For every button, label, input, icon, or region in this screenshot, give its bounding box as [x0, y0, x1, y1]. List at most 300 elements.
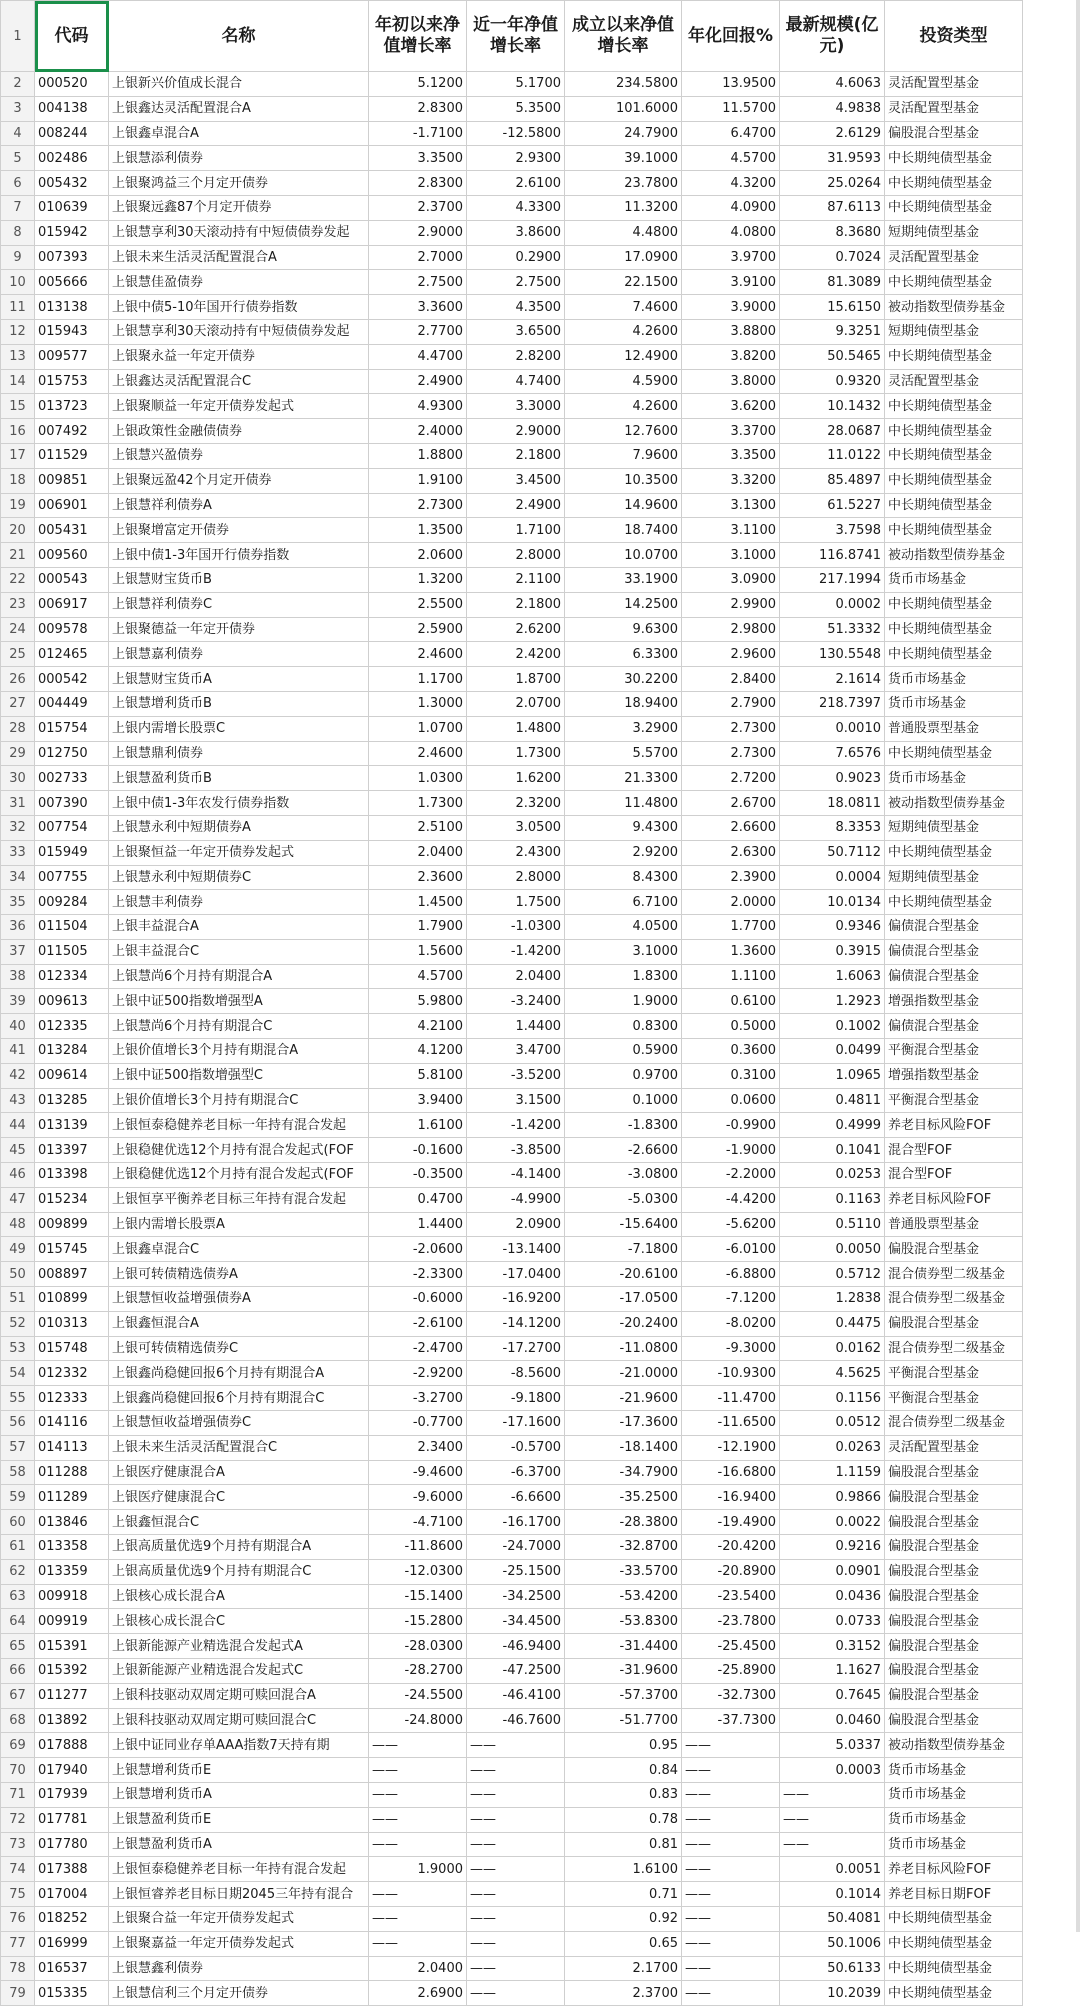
- one-year-growth-cell[interactable]: 3.6500: [467, 319, 565, 344]
- since-inception-growth-cell[interactable]: -15.6400: [565, 1212, 682, 1237]
- investment-type-cell[interactable]: 中长期纯债型基金: [885, 1906, 1023, 1931]
- since-inception-growth-cell[interactable]: 14.2500: [565, 592, 682, 617]
- one-year-growth-cell[interactable]: ——: [467, 1882, 565, 1907]
- ytd-growth-cell[interactable]: ——: [369, 1733, 467, 1758]
- fund-code-cell[interactable]: 007393: [35, 245, 109, 270]
- one-year-growth-cell[interactable]: 2.7500: [467, 270, 565, 295]
- one-year-growth-cell[interactable]: -13.1400: [467, 1237, 565, 1262]
- latest-size-cell[interactable]: 116.8741: [780, 543, 885, 568]
- fund-name-cell[interactable]: 上银慧祥利债券A: [109, 493, 369, 518]
- annualized-return-cell[interactable]: 2.7200: [682, 766, 780, 791]
- fund-code-cell[interactable]: 013359: [35, 1559, 109, 1584]
- row-number-cell[interactable]: 79: [1, 1981, 35, 2006]
- ytd-growth-cell[interactable]: 2.0400: [369, 1956, 467, 1981]
- fund-name-cell[interactable]: 上银慧恒收益增强债券C: [109, 1411, 369, 1436]
- fund-name-cell[interactable]: 上银慧盈利货币B: [109, 766, 369, 791]
- latest-size-cell[interactable]: 18.0811: [780, 791, 885, 816]
- since-inception-growth-cell[interactable]: -32.8700: [565, 1535, 682, 1560]
- fund-name-cell[interactable]: 上银鑫达灵活配置混合A: [109, 96, 369, 121]
- annualized-return-cell[interactable]: 3.1300: [682, 493, 780, 518]
- annualized-return-cell[interactable]: 1.1100: [682, 964, 780, 989]
- fund-name-cell[interactable]: 上银高质量优选9个月持有期混合C: [109, 1559, 369, 1584]
- fund-code-cell[interactable]: 013138: [35, 295, 109, 320]
- investment-type-cell[interactable]: 货币市场基金: [885, 1832, 1023, 1857]
- ytd-growth-cell[interactable]: 1.0300: [369, 766, 467, 791]
- one-year-growth-cell[interactable]: 2.1800: [467, 443, 565, 468]
- row-number-cell[interactable]: 3: [1, 96, 35, 121]
- ytd-growth-cell[interactable]: 2.5500: [369, 592, 467, 617]
- fund-name-cell[interactable]: 上银慧永利中短期债券C: [109, 865, 369, 890]
- ytd-growth-cell[interactable]: -1.7100: [369, 121, 467, 146]
- ytd-growth-cell[interactable]: 5.1200: [369, 72, 467, 97]
- fund-code-cell[interactable]: 005432: [35, 171, 109, 196]
- ytd-growth-cell[interactable]: 1.9000: [369, 1857, 467, 1882]
- row-number-cell[interactable]: 25: [1, 642, 35, 667]
- row-number-cell[interactable]: 15: [1, 394, 35, 419]
- one-year-growth-cell[interactable]: 1.4400: [467, 1014, 565, 1039]
- latest-size-cell[interactable]: 0.9023: [780, 766, 885, 791]
- since-inception-growth-cell[interactable]: 10.3500: [565, 468, 682, 493]
- ytd-growth-cell[interactable]: -0.1600: [369, 1138, 467, 1163]
- annualized-return-cell[interactable]: 6.4700: [682, 121, 780, 146]
- latest-size-cell[interactable]: 0.1014: [780, 1882, 885, 1907]
- fund-code-cell[interactable]: 006901: [35, 493, 109, 518]
- fund-name-cell[interactable]: 上银新能源产业精选混合发起式C: [109, 1659, 369, 1684]
- fund-name-cell[interactable]: 上银新能源产业精选混合发起式A: [109, 1634, 369, 1659]
- one-year-growth-cell[interactable]: -25.1500: [467, 1559, 565, 1584]
- latest-size-cell[interactable]: 0.1002: [780, 1014, 885, 1039]
- fund-name-cell[interactable]: 上银价值增长3个月持有期混合A: [109, 1039, 369, 1064]
- row-number-cell[interactable]: 77: [1, 1931, 35, 1956]
- since-inception-growth-cell[interactable]: -21.0000: [565, 1361, 682, 1386]
- one-year-growth-cell[interactable]: 2.1800: [467, 592, 565, 617]
- row-number-cell[interactable]: 16: [1, 419, 35, 444]
- one-year-growth-cell[interactable]: 1.7300: [467, 741, 565, 766]
- fund-code-cell[interactable]: 009851: [35, 468, 109, 493]
- since-inception-growth-cell[interactable]: -35.2500: [565, 1485, 682, 1510]
- since-inception-growth-cell[interactable]: 3.2900: [565, 716, 682, 741]
- one-year-growth-cell[interactable]: -6.3700: [467, 1460, 565, 1485]
- investment-type-cell[interactable]: 偏股混合型基金: [885, 1584, 1023, 1609]
- one-year-growth-cell[interactable]: -1.4200: [467, 939, 565, 964]
- latest-size-cell[interactable]: 0.0253: [780, 1163, 885, 1188]
- fund-name-cell[interactable]: 上银未来生活灵活配置混合A: [109, 245, 369, 270]
- one-year-growth-cell[interactable]: ——: [467, 1807, 565, 1832]
- latest-size-cell[interactable]: 0.0499: [780, 1039, 885, 1064]
- one-year-growth-cell[interactable]: -4.9900: [467, 1187, 565, 1212]
- row-number-cell[interactable]: 44: [1, 1113, 35, 1138]
- since-inception-growth-cell[interactable]: 0.92: [565, 1906, 682, 1931]
- ytd-growth-cell[interactable]: 1.7300: [369, 791, 467, 816]
- fund-code-cell[interactable]: 011529: [35, 443, 109, 468]
- investment-type-cell[interactable]: 短期纯债型基金: [885, 220, 1023, 245]
- fund-name-cell[interactable]: 上银聚嘉益一年定开债券发起式: [109, 1931, 369, 1956]
- latest-size-cell[interactable]: 3.7598: [780, 518, 885, 543]
- one-year-growth-cell[interactable]: 3.4500: [467, 468, 565, 493]
- ytd-growth-cell[interactable]: 2.9000: [369, 220, 467, 245]
- fund-name-cell[interactable]: 上银慧丰利债券: [109, 890, 369, 915]
- investment-type-cell[interactable]: 偏股混合型基金: [885, 1510, 1023, 1535]
- fund-name-cell[interactable]: 上银稳健优选12个月持有混合发起式(FOF: [109, 1138, 369, 1163]
- header-annualized-return[interactable]: 年化回报%: [682, 1, 780, 72]
- ytd-growth-cell[interactable]: 1.4500: [369, 890, 467, 915]
- fund-code-cell[interactable]: 015391: [35, 1634, 109, 1659]
- fund-name-cell[interactable]: 上银医疗健康混合A: [109, 1460, 369, 1485]
- investment-type-cell[interactable]: 偏股混合型基金: [885, 121, 1023, 146]
- fund-code-cell[interactable]: 012334: [35, 964, 109, 989]
- annualized-return-cell[interactable]: 3.8200: [682, 344, 780, 369]
- ytd-growth-cell[interactable]: 4.5700: [369, 964, 467, 989]
- investment-type-cell[interactable]: 短期纯债型基金: [885, 319, 1023, 344]
- fund-code-cell[interactable]: 006917: [35, 592, 109, 617]
- one-year-growth-cell[interactable]: ——: [467, 1782, 565, 1807]
- ytd-growth-cell[interactable]: -28.0300: [369, 1634, 467, 1659]
- annualized-return-cell[interactable]: ——: [682, 1931, 780, 1956]
- latest-size-cell[interactable]: 10.0134: [780, 890, 885, 915]
- row-number-cell[interactable]: 11: [1, 295, 35, 320]
- since-inception-growth-cell[interactable]: 101.6000: [565, 96, 682, 121]
- fund-name-cell[interactable]: 上银科技驱动双周定期可赎回混合A: [109, 1683, 369, 1708]
- row-number-cell[interactable]: 34: [1, 865, 35, 890]
- fund-name-cell[interactable]: 上银鑫达灵活配置混合C: [109, 369, 369, 394]
- header-code[interactable]: 代码: [35, 1, 109, 72]
- one-year-growth-cell[interactable]: 2.4300: [467, 840, 565, 865]
- fund-name-cell[interactable]: 上银聚远鑫87个月定开债券: [109, 195, 369, 220]
- latest-size-cell[interactable]: 0.7024: [780, 245, 885, 270]
- fund-name-cell[interactable]: 上银恒泰稳健养老目标一年持有混合发起: [109, 1857, 369, 1882]
- investment-type-cell[interactable]: 货币市场基金: [885, 1758, 1023, 1783]
- one-year-growth-cell[interactable]: ——: [467, 1758, 565, 1783]
- fund-name-cell[interactable]: 上银慧财宝货币A: [109, 667, 369, 692]
- latest-size-cell[interactable]: 0.1156: [780, 1386, 885, 1411]
- investment-type-cell[interactable]: 偏股混合型基金: [885, 1237, 1023, 1262]
- fund-name-cell[interactable]: 上银聚合益一年定开债券发起式: [109, 1906, 369, 1931]
- ytd-growth-cell[interactable]: 5.8100: [369, 1063, 467, 1088]
- annualized-return-cell[interactable]: ——: [682, 1782, 780, 1807]
- ytd-growth-cell[interactable]: -24.5500: [369, 1683, 467, 1708]
- fund-name-cell[interactable]: 上银未来生活灵活配置混合C: [109, 1435, 369, 1460]
- ytd-growth-cell[interactable]: -15.2800: [369, 1609, 467, 1634]
- since-inception-growth-cell[interactable]: 22.1500: [565, 270, 682, 295]
- investment-type-cell[interactable]: 增强指数型基金: [885, 989, 1023, 1014]
- investment-type-cell[interactable]: 货币市场基金: [885, 567, 1023, 592]
- row-number-cell[interactable]: 75: [1, 1882, 35, 1907]
- annualized-return-cell[interactable]: ——: [682, 1906, 780, 1931]
- annualized-return-cell[interactable]: -37.7300: [682, 1708, 780, 1733]
- fund-name-cell[interactable]: 上银丰益混合A: [109, 915, 369, 940]
- annualized-return-cell[interactable]: 4.0800: [682, 220, 780, 245]
- investment-type-cell[interactable]: 中长期纯债型基金: [885, 741, 1023, 766]
- since-inception-growth-cell[interactable]: 0.71: [565, 1882, 682, 1907]
- fund-code-cell[interactable]: 009899: [35, 1212, 109, 1237]
- row-number-cell[interactable]: 39: [1, 989, 35, 1014]
- one-year-growth-cell[interactable]: -6.6600: [467, 1485, 565, 1510]
- row-number-cell[interactable]: 63: [1, 1584, 35, 1609]
- investment-type-cell[interactable]: 灵活配置型基金: [885, 245, 1023, 270]
- row-number-cell[interactable]: 31: [1, 791, 35, 816]
- annualized-return-cell[interactable]: -7.1200: [682, 1287, 780, 1312]
- ytd-growth-cell[interactable]: 1.7900: [369, 915, 467, 940]
- investment-type-cell[interactable]: 被动指数型债券基金: [885, 1733, 1023, 1758]
- fund-name-cell[interactable]: 上银聚恒益一年定开债券发起式: [109, 840, 369, 865]
- fund-code-cell[interactable]: 008244: [35, 121, 109, 146]
- latest-size-cell[interactable]: 25.0264: [780, 171, 885, 196]
- fund-name-cell[interactable]: 上银可转债精选债券C: [109, 1336, 369, 1361]
- since-inception-growth-cell[interactable]: 39.1000: [565, 146, 682, 171]
- annualized-return-cell[interactable]: 3.8000: [682, 369, 780, 394]
- since-inception-growth-cell[interactable]: 11.4800: [565, 791, 682, 816]
- annualized-return-cell[interactable]: 0.5000: [682, 1014, 780, 1039]
- fund-name-cell[interactable]: 上银聚永益一年定开债券: [109, 344, 369, 369]
- fund-name-cell[interactable]: 上银鑫尚稳健回报6个月持有期混合A: [109, 1361, 369, 1386]
- annualized-return-cell[interactable]: ——: [682, 1882, 780, 1907]
- one-year-growth-cell[interactable]: ——: [467, 1981, 565, 2006]
- investment-type-cell[interactable]: 灵活配置型基金: [885, 369, 1023, 394]
- one-year-growth-cell[interactable]: 2.4200: [467, 642, 565, 667]
- latest-size-cell[interactable]: 50.4081: [780, 1906, 885, 1931]
- since-inception-growth-cell[interactable]: -53.4200: [565, 1584, 682, 1609]
- since-inception-growth-cell[interactable]: -51.7700: [565, 1708, 682, 1733]
- row-number-cell[interactable]: 29: [1, 741, 35, 766]
- row-number-cell[interactable]: 62: [1, 1559, 35, 1584]
- fund-code-cell[interactable]: 002486: [35, 146, 109, 171]
- ytd-growth-cell[interactable]: 4.9300: [369, 394, 467, 419]
- row-number-cell[interactable]: 30: [1, 766, 35, 791]
- fund-name-cell[interactable]: 上银慧享利30天滚动持有中短债债券发起: [109, 220, 369, 245]
- latest-size-cell[interactable]: 0.0050: [780, 1237, 885, 1262]
- one-year-growth-cell[interactable]: 2.9000: [467, 419, 565, 444]
- latest-size-cell[interactable]: 1.2923: [780, 989, 885, 1014]
- investment-type-cell[interactable]: 养老目标风险FOF: [885, 1113, 1023, 1138]
- fund-code-cell[interactable]: 013139: [35, 1113, 109, 1138]
- fund-code-cell[interactable]: 015745: [35, 1237, 109, 1262]
- row-number-cell[interactable]: 64: [1, 1609, 35, 1634]
- since-inception-growth-cell[interactable]: -3.0800: [565, 1163, 682, 1188]
- since-inception-growth-cell[interactable]: 5.5700: [565, 741, 682, 766]
- since-inception-growth-cell[interactable]: 3.1000: [565, 939, 682, 964]
- fund-code-cell[interactable]: 007754: [35, 815, 109, 840]
- fund-name-cell[interactable]: 上银价值增长3个月持有期混合C: [109, 1088, 369, 1113]
- ytd-growth-cell[interactable]: 1.1700: [369, 667, 467, 692]
- fund-code-cell[interactable]: 017388: [35, 1857, 109, 1882]
- fund-code-cell[interactable]: 009284: [35, 890, 109, 915]
- annualized-return-cell[interactable]: 3.6200: [682, 394, 780, 419]
- row-number-cell[interactable]: 38: [1, 964, 35, 989]
- fund-name-cell[interactable]: 上银高质量优选9个月持有期混合A: [109, 1535, 369, 1560]
- latest-size-cell[interactable]: 7.6576: [780, 741, 885, 766]
- annualized-return-cell[interactable]: 0.3600: [682, 1039, 780, 1064]
- investment-type-cell[interactable]: 中长期纯债型基金: [885, 344, 1023, 369]
- header-latest-size[interactable]: 最新规模(亿元): [780, 1, 885, 72]
- row-number-cell[interactable]: 12: [1, 319, 35, 344]
- investment-type-cell[interactable]: 混合债券型二级基金: [885, 1336, 1023, 1361]
- one-year-growth-cell[interactable]: -47.2500: [467, 1659, 565, 1684]
- annualized-return-cell[interactable]: 3.9000: [682, 295, 780, 320]
- investment-type-cell[interactable]: 养老目标日期FOF: [885, 1882, 1023, 1907]
- investment-type-cell[interactable]: 被动指数型债券基金: [885, 543, 1023, 568]
- fund-name-cell[interactable]: 上银聚远盈42个月定开债券: [109, 468, 369, 493]
- row-number-cell[interactable]: 53: [1, 1336, 35, 1361]
- ytd-growth-cell[interactable]: 2.4000: [369, 419, 467, 444]
- ytd-growth-cell[interactable]: ——: [369, 1832, 467, 1857]
- annualized-return-cell[interactable]: 3.9700: [682, 245, 780, 270]
- fund-name-cell[interactable]: 上银中债1-3年国开行债券指数: [109, 543, 369, 568]
- fund-code-cell[interactable]: 005431: [35, 518, 109, 543]
- ytd-growth-cell[interactable]: 2.3400: [369, 1435, 467, 1460]
- row-number-cell[interactable]: 33: [1, 840, 35, 865]
- one-year-growth-cell[interactable]: 2.6100: [467, 171, 565, 196]
- latest-size-cell[interactable]: 0.0733: [780, 1609, 885, 1634]
- row-number-cell[interactable]: 57: [1, 1435, 35, 1460]
- latest-size-cell[interactable]: 9.3251: [780, 319, 885, 344]
- investment-type-cell[interactable]: 中长期纯债型基金: [885, 518, 1023, 543]
- annualized-return-cell[interactable]: 3.1100: [682, 518, 780, 543]
- ytd-growth-cell[interactable]: 1.6100: [369, 1113, 467, 1138]
- annualized-return-cell[interactable]: -9.3000: [682, 1336, 780, 1361]
- investment-type-cell[interactable]: 偏债混合型基金: [885, 964, 1023, 989]
- latest-size-cell[interactable]: 130.5548: [780, 642, 885, 667]
- investment-type-cell[interactable]: 偏股混合型基金: [885, 1535, 1023, 1560]
- row-number-cell[interactable]: 23: [1, 592, 35, 617]
- since-inception-growth-cell[interactable]: -18.1400: [565, 1435, 682, 1460]
- row-number-cell[interactable]: 40: [1, 1014, 35, 1039]
- since-inception-growth-cell[interactable]: -2.6600: [565, 1138, 682, 1163]
- latest-size-cell[interactable]: 28.0687: [780, 419, 885, 444]
- fund-name-cell[interactable]: 上银聚增富定开债券: [109, 518, 369, 543]
- fund-code-cell[interactable]: 000543: [35, 567, 109, 592]
- row-number-cell[interactable]: 8: [1, 220, 35, 245]
- one-year-growth-cell[interactable]: 2.8000: [467, 543, 565, 568]
- one-year-growth-cell[interactable]: -12.5800: [467, 121, 565, 146]
- latest-size-cell[interactable]: 0.0004: [780, 865, 885, 890]
- annualized-return-cell[interactable]: -5.6200: [682, 1212, 780, 1237]
- annualized-return-cell[interactable]: -2.2000: [682, 1163, 780, 1188]
- since-inception-growth-cell[interactable]: 33.1900: [565, 567, 682, 592]
- ytd-growth-cell[interactable]: 2.7300: [369, 493, 467, 518]
- investment-type-cell[interactable]: 中长期纯债型基金: [885, 1931, 1023, 1956]
- ytd-growth-cell[interactable]: 2.3600: [369, 865, 467, 890]
- investment-type-cell[interactable]: 平衡混合型基金: [885, 1088, 1023, 1113]
- annualized-return-cell[interactable]: 2.0000: [682, 890, 780, 915]
- investment-type-cell[interactable]: 普通股票型基金: [885, 716, 1023, 741]
- row-number-cell[interactable]: 41: [1, 1039, 35, 1064]
- latest-size-cell[interactable]: 4.5625: [780, 1361, 885, 1386]
- investment-type-cell[interactable]: 中长期纯债型基金: [885, 1981, 1023, 2006]
- one-year-growth-cell[interactable]: -46.7600: [467, 1708, 565, 1733]
- investment-type-cell[interactable]: 被动指数型债券基金: [885, 295, 1023, 320]
- row-number-cell[interactable]: 65: [1, 1634, 35, 1659]
- one-year-growth-cell[interactable]: 3.1500: [467, 1088, 565, 1113]
- latest-size-cell[interactable]: 0.0022: [780, 1510, 885, 1535]
- latest-size-cell[interactable]: 61.5227: [780, 493, 885, 518]
- fund-code-cell[interactable]: 015748: [35, 1336, 109, 1361]
- fund-code-cell[interactable]: 011504: [35, 915, 109, 940]
- investment-type-cell[interactable]: 养老目标风险FOF: [885, 1187, 1023, 1212]
- ytd-growth-cell[interactable]: -0.3500: [369, 1163, 467, 1188]
- since-inception-growth-cell[interactable]: 4.5900: [565, 369, 682, 394]
- row-number-cell[interactable]: 55: [1, 1386, 35, 1411]
- latest-size-cell[interactable]: 0.0010: [780, 716, 885, 741]
- one-year-growth-cell[interactable]: 4.3300: [467, 195, 565, 220]
- row-number-cell[interactable]: 67: [1, 1683, 35, 1708]
- annualized-return-cell[interactable]: -23.7800: [682, 1609, 780, 1634]
- ytd-growth-cell[interactable]: 3.3600: [369, 295, 467, 320]
- latest-size-cell[interactable]: 0.0436: [780, 1584, 885, 1609]
- fund-code-cell[interactable]: 008897: [35, 1262, 109, 1287]
- row-number-cell[interactable]: 78: [1, 1956, 35, 1981]
- since-inception-growth-cell[interactable]: 9.4300: [565, 815, 682, 840]
- since-inception-growth-cell[interactable]: 0.8300: [565, 1014, 682, 1039]
- latest-size-cell[interactable]: 50.1006: [780, 1931, 885, 1956]
- ytd-growth-cell[interactable]: -2.6100: [369, 1311, 467, 1336]
- fund-code-cell[interactable]: 009918: [35, 1584, 109, 1609]
- since-inception-growth-cell[interactable]: -28.3800: [565, 1510, 682, 1535]
- one-year-growth-cell[interactable]: -24.7000: [467, 1535, 565, 1560]
- latest-size-cell[interactable]: 1.1627: [780, 1659, 885, 1684]
- investment-type-cell[interactable]: 中长期纯债型基金: [885, 419, 1023, 444]
- annualized-return-cell[interactable]: -16.9400: [682, 1485, 780, 1510]
- fund-name-cell[interactable]: 上银慧嘉利债券: [109, 642, 369, 667]
- investment-type-cell[interactable]: 养老目标风险FOF: [885, 1857, 1023, 1882]
- ytd-growth-cell[interactable]: 1.5600: [369, 939, 467, 964]
- fund-code-cell[interactable]: 009614: [35, 1063, 109, 1088]
- fund-code-cell[interactable]: 017004: [35, 1882, 109, 1907]
- since-inception-growth-cell[interactable]: -20.6100: [565, 1262, 682, 1287]
- since-inception-growth-cell[interactable]: 6.3300: [565, 642, 682, 667]
- annualized-return-cell[interactable]: -32.7300: [682, 1683, 780, 1708]
- ytd-growth-cell[interactable]: 0.4700: [369, 1187, 467, 1212]
- one-year-growth-cell[interactable]: ——: [467, 1906, 565, 1931]
- annualized-return-cell[interactable]: 2.9600: [682, 642, 780, 667]
- investment-type-cell[interactable]: 短期纯债型基金: [885, 815, 1023, 840]
- one-year-growth-cell[interactable]: 3.3000: [467, 394, 565, 419]
- ytd-growth-cell[interactable]: 2.0400: [369, 840, 467, 865]
- annualized-return-cell[interactable]: 2.9800: [682, 617, 780, 642]
- investment-type-cell[interactable]: 平衡混合型基金: [885, 1386, 1023, 1411]
- investment-type-cell[interactable]: 普通股票型基金: [885, 1212, 1023, 1237]
- row-number-cell[interactable]: 27: [1, 691, 35, 716]
- fund-name-cell[interactable]: 上银慧盈利货币E: [109, 1807, 369, 1832]
- ytd-growth-cell[interactable]: -0.6000: [369, 1287, 467, 1312]
- ytd-growth-cell[interactable]: ——: [369, 1782, 467, 1807]
- latest-size-cell[interactable]: 10.1432: [780, 394, 885, 419]
- annualized-return-cell[interactable]: 2.8400: [682, 667, 780, 692]
- fund-name-cell[interactable]: 上银慧尚6个月持有期混合C: [109, 1014, 369, 1039]
- fund-code-cell[interactable]: 013285: [35, 1088, 109, 1113]
- annualized-return-cell[interactable]: -10.9300: [682, 1361, 780, 1386]
- fund-name-cell[interactable]: 上银医疗健康混合C: [109, 1485, 369, 1510]
- investment-type-cell[interactable]: 中长期纯债型基金: [885, 493, 1023, 518]
- ytd-growth-cell[interactable]: -0.7700: [369, 1411, 467, 1436]
- header-name[interactable]: 名称: [109, 1, 369, 72]
- row-number-cell[interactable]: 43: [1, 1088, 35, 1113]
- since-inception-growth-cell[interactable]: -7.1800: [565, 1237, 682, 1262]
- fund-code-cell[interactable]: 014113: [35, 1435, 109, 1460]
- ytd-growth-cell[interactable]: -2.9200: [369, 1361, 467, 1386]
- annualized-return-cell[interactable]: 3.9100: [682, 270, 780, 295]
- row-number-cell[interactable]: 24: [1, 617, 35, 642]
- annualized-return-cell[interactable]: 11.5700: [682, 96, 780, 121]
- fund-code-cell[interactable]: 011277: [35, 1683, 109, 1708]
- annualized-return-cell[interactable]: 3.3700: [682, 419, 780, 444]
- row-number-cell[interactable]: 70: [1, 1758, 35, 1783]
- annualized-return-cell[interactable]: -11.6500: [682, 1411, 780, 1436]
- fund-code-cell[interactable]: 013284: [35, 1039, 109, 1064]
- fund-name-cell[interactable]: 上银鑫卓混合C: [109, 1237, 369, 1262]
- ytd-growth-cell[interactable]: 1.8800: [369, 443, 467, 468]
- latest-size-cell[interactable]: 0.5712: [780, 1262, 885, 1287]
- since-inception-growth-cell[interactable]: -53.8300: [565, 1609, 682, 1634]
